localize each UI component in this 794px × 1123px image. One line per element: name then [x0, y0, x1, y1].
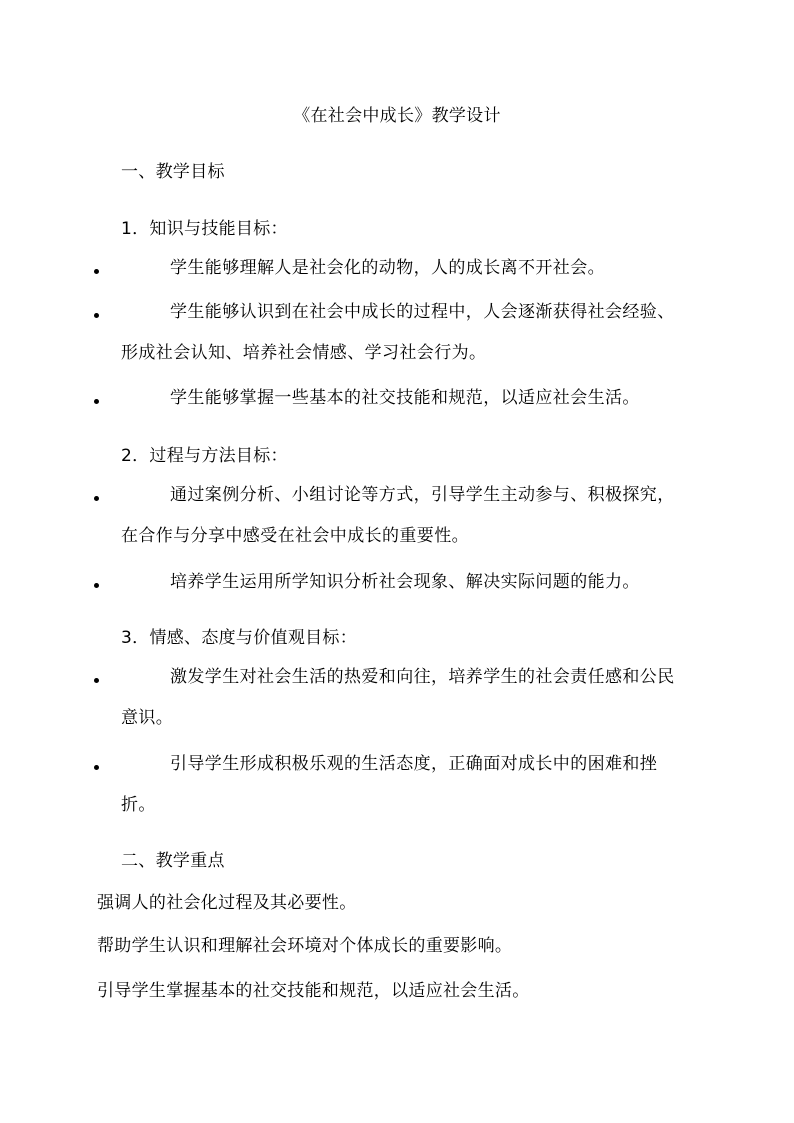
- section-heading-objectives: 一、教学目标: [121, 162, 225, 182]
- bullet-dot-icon: [94, 269, 99, 274]
- bullet-dot-icon: [94, 496, 99, 501]
- key-point-line: 引导学生掌握基本的社交技能和规范，以适应社会生活。: [97, 981, 530, 1001]
- bullet-dot-icon: [94, 399, 99, 404]
- section-heading-key-points: 二、教学重点: [121, 851, 225, 871]
- list-item-text: 学生能够认识到在社会中成长的过程中，人会逐渐获得社会经验、形成社会认知、培养社会情感、学习社会行为。: [121, 302, 675, 363]
- list-item-text: 学生能够理解人是社会化的动物，人的成长离不开社会。: [170, 258, 605, 278]
- subheading-process-methods: 2．过程与方法目标：: [121, 446, 288, 466]
- subheading-knowledge-skills: 1．知识与技能目标：: [121, 219, 288, 239]
- key-point-line: 强调人的社会化过程及其必要性。: [97, 893, 357, 913]
- list-item-text: 激发学生对社会生活的热爱和向往，培养学生的社会责任感和公民意识。: [121, 667, 675, 728]
- list-item-text: 学生能够掌握一些基本的社交技能和规范，以适应社会生活。: [170, 388, 640, 408]
- list-item-text: 引导学生形成积极乐观的生活态度，正确面对成长中的困难和挫折。: [121, 754, 658, 815]
- bullet-dot-icon: [94, 583, 99, 588]
- subheading-values: 3．情感、态度与价值观目标：: [121, 628, 358, 648]
- bullet-dot-icon: [94, 765, 99, 770]
- list-item-text: 培养学生运用所学知识分析社会现象、解决实际问题的能力。: [170, 572, 640, 592]
- bullet-dot-icon: [94, 678, 99, 683]
- document-title: 《在社会中成长》教学设计: [293, 106, 501, 126]
- list-item-text: 通过案例分析、小组讨论等方式，引导学生主动参与、积极探究，在合作与分享中感受在社会中成长的重要性。: [121, 485, 675, 546]
- bullet-dot-icon: [94, 313, 99, 318]
- key-point-line: 帮助学生认识和理解社会环境对个体成长的重要影响。: [97, 936, 513, 956]
